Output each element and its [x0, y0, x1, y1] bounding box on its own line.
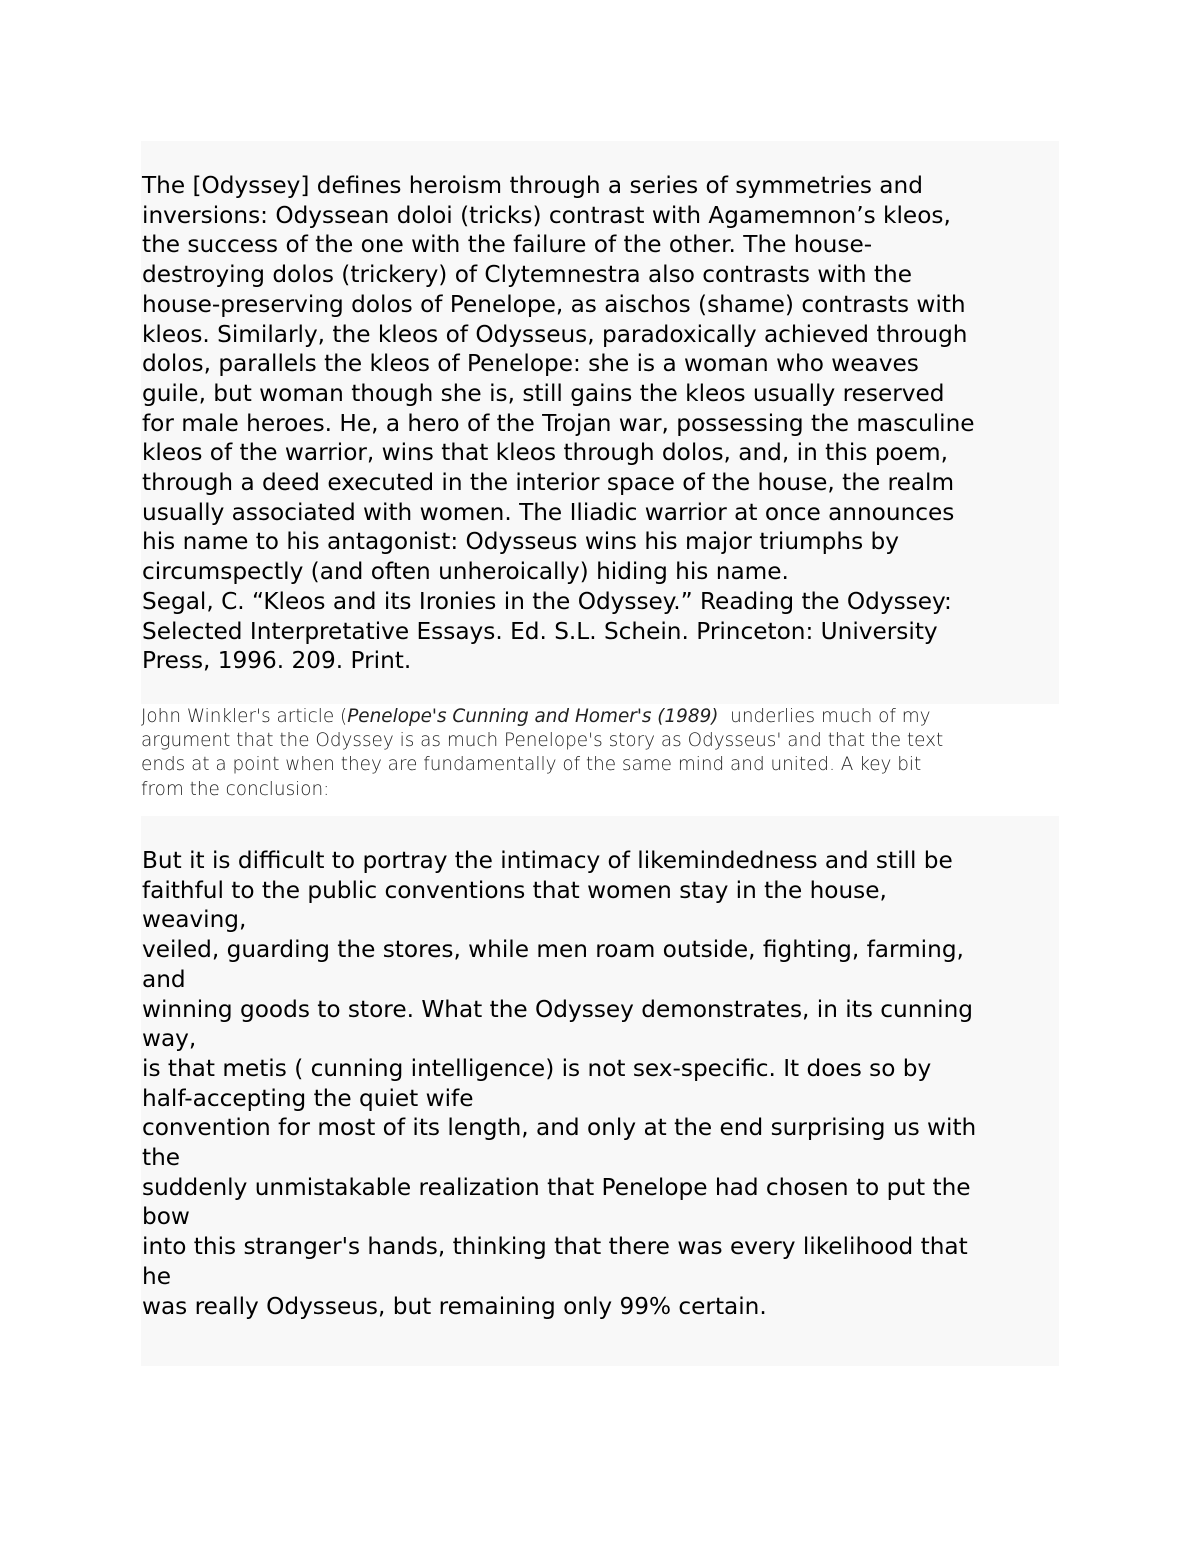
intro-paragraph	[141, 705, 1059, 802]
quote-line: for male heroes. He, a hero of the Trojan war, possessing the masculine	[142, 409, 975, 437]
quote-line: the	[142, 1144, 181, 1172]
quote-line: But it is difficult to portray the intimacy of likemindedness and still be	[142, 847, 953, 874]
article-title: Penelope's Cunning and Homer's (1989)	[347, 706, 719, 727]
segal-blockquote	[141, 141, 1059, 704]
quote-line: half-accepting the quiet wife	[142, 1084, 474, 1112]
quote-line: house-preserving dolos of Penelope, as aischos (shame) contrasts with	[142, 290, 966, 318]
quote-line: inversions: Odyssean doloi (tricks) contrast with Agamemnon’s kleos,	[142, 201, 951, 229]
intro-line: argument that the Odyssey is as much Penelope's story as Odysseus' and that the text	[141, 730, 944, 752]
intro-line: ends at a point when they are fundamentally of the same mind and united. A key bit	[141, 754, 922, 776]
quote-line: kleos. Similarly, the kleos of Odysseus, paradoxically achieved through	[142, 320, 968, 348]
intro-text: underlies much of my	[718, 706, 931, 727]
quote-line: way,	[142, 1025, 197, 1053]
winkler-blockquote	[141, 816, 1059, 1366]
quote-line: bow	[142, 1203, 190, 1231]
quote-line: winning goods to store. What the Odyssey demonstrates, in its cunning	[142, 995, 973, 1023]
citation-line: Selected Interpretative Essays. Ed. S.L. Schein. Princeton: University	[142, 617, 938, 645]
quote-line: he	[142, 1262, 171, 1290]
quote-line: guile, but woman though she is, still gains the kleos usually reserved	[142, 379, 945, 407]
quote-line: through a deed executed in the interior space of the house, the realm	[142, 469, 955, 497]
quote-line: convention for most of its length, and only at the end surprising us with	[142, 1114, 977, 1142]
quote-line: usually associated with women. The Iliadic warrior at once announces	[142, 498, 955, 526]
quote-line: kleos of the warrior, wins that kleos through dolos, and, in this poem,	[142, 439, 948, 467]
quote-line: is that metis ( cunning intelligence) is not sex-specific. It does so by	[142, 1054, 932, 1082]
quote-line: The [Odyssey] defines heroism through a series of symmetries and	[142, 172, 923, 199]
intro-line	[141, 705, 1059, 729]
quote-line: destroying dolos (trickery) of Clytemnestra also contrasts with the	[142, 261, 912, 289]
intro-text: John Winkler's article (	[141, 706, 348, 727]
quote-line: and	[142, 965, 186, 993]
quote-line: veiled, guarding the stores, while men roam outside, fighting, farming,	[142, 936, 964, 964]
quote-line: suddenly unmistakable realization that Penelope had chosen to put the	[142, 1173, 971, 1201]
quote-line: dolos, parallels the kleos of Penelope: she is a woman who weaves	[142, 350, 919, 378]
quote-line: weaving,	[142, 906, 247, 934]
quote-line: the success of the one with the failure of the other. The house-	[142, 231, 873, 259]
quote-line: faithful to the public conventions that women stay in the house,	[142, 876, 887, 904]
quote-line: his name to his antagonist: Odysseus wins his major triumphs by	[142, 528, 899, 556]
citation-line: Press, 1996. 209. Print.	[142, 647, 412, 675]
quote-line: circumspectly (and often unheroically) hiding his name.	[142, 558, 789, 586]
quote-line: was really Odysseus, but remaining only 99% certain.	[142, 1292, 767, 1320]
citation-line: Segal, C. “Kleos and its Ironies in the Odyssey.” Reading the Odyssey:	[142, 587, 952, 615]
quote-line: into this stranger's hands, thinking that there was every likelihood that	[142, 1233, 968, 1261]
intro-line: from the conclusion:	[141, 778, 330, 800]
